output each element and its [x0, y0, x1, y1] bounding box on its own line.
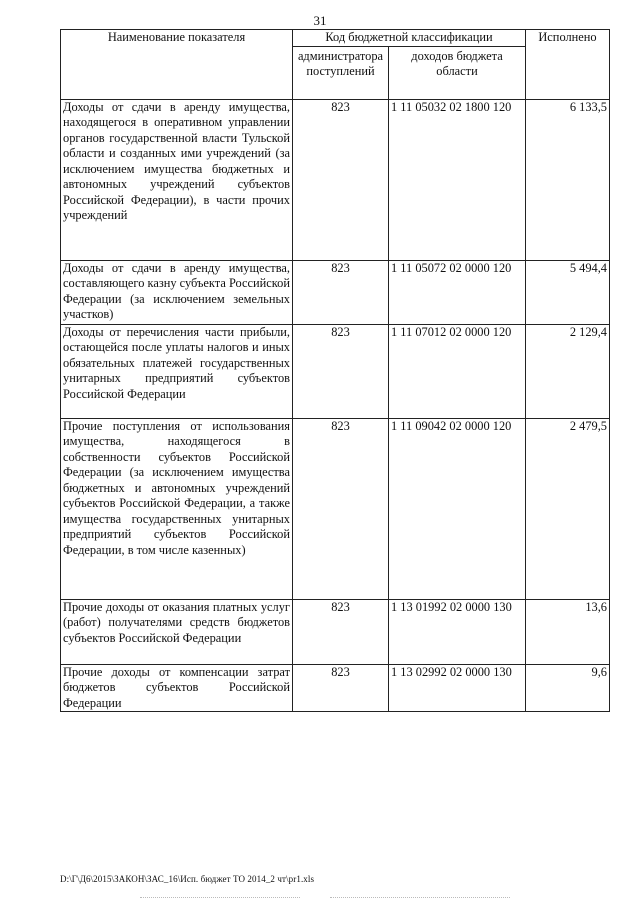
administrator-code-cell: 823	[293, 260, 389, 324]
administrator-code-cell: 823	[293, 324, 389, 418]
table-body	[61, 99, 610, 712]
table-row	[61, 324, 610, 418]
administrator-code-cell: 823	[293, 664, 389, 712]
column-header-administrator: администратора поступлений	[293, 46, 389, 99]
revenue-code-cell: 1 11 09042 02 0000 120	[389, 418, 526, 599]
indicator-name-cell: Доходы от перечисления части прибыли, остающейся после уплаты налогов и иных обязательных платежей государственных унитарных предприятий субъектов Российской Федерации	[61, 324, 293, 418]
revenue-code-cell: 1 13 02992 02 0000 130	[389, 664, 526, 712]
indicator-name-cell: Доходы от сдачи в аренду имущества, находящегося в оперативном управлении органов государственной власти Тульской области и созданных ими учреждений (за исключением имущества бюджетных и автономных учреждений субъектов Российской Федерации), в части прочих учреждений	[61, 99, 293, 260]
executed-amount-cell: 9,6	[526, 664, 610, 712]
administrator-code-cell: 823	[293, 418, 389, 599]
file-path-footer: D:\Г\Д6\2015\ЗАКОН\ЗАС_16\Исп. бюджет ТО 2014_2 чт\pr1.xls	[60, 874, 315, 884]
revenue-code-cell: 1 13 01992 02 0000 130	[389, 599, 526, 664]
column-header-name: Наименование показателя	[61, 30, 293, 100]
revenue-code-cell: 1 11 07012 02 0000 120	[389, 324, 526, 418]
indicator-name-cell: Доходы от сдачи в аренду имущества, составляющего казну субъекта Российской Федерации (за исключением земельных участков)	[61, 260, 293, 324]
indicator-name-cell: Прочие доходы от компенсации затрат бюджетов субъектов Российской Федерации	[61, 664, 293, 712]
revenue-code-cell: 1 11 05072 02 0000 120	[389, 260, 526, 324]
table-row	[61, 99, 610, 260]
executed-amount-cell: 13,6	[526, 599, 610, 664]
page-number: 31	[313, 13, 327, 28]
scan-artifact-line	[140, 897, 300, 898]
table-row	[61, 599, 610, 664]
column-header-executed: Исполнено	[526, 30, 610, 100]
table-row	[61, 664, 610, 712]
executed-amount-cell: 2 129,4	[526, 324, 610, 418]
indicator-name-cell: Прочие поступления от использования имущества, находящегося в собственности субъектов Российской Федерации (за исключением имущества бюджетных и автономных учреждений субъектов Российской Федерации, а также имущества государственных унитарных предприятий субъектов Российской Федерации, в том числе казенных)	[61, 418, 293, 599]
budget-revenue-table	[60, 29, 610, 712]
indicator-name-cell: Прочие доходы от оказания платных услуг (работ) получателями средств бюджетов субъектов Российской Федерации	[61, 599, 293, 664]
column-header-revenue-code: доходов бюджета области	[389, 46, 526, 99]
table-row	[61, 260, 610, 324]
column-header-code-group: Код бюджетной классификации	[293, 30, 526, 47]
revenue-code-cell: 1 11 05032 02 1800 120	[389, 99, 526, 260]
table-header-row	[61, 30, 610, 47]
administrator-code-cell: 823	[293, 599, 389, 664]
executed-amount-cell: 6 133,5	[526, 99, 610, 260]
scan-artifact-line	[330, 897, 510, 898]
table-row	[61, 418, 610, 599]
administrator-code-cell: 823	[293, 99, 389, 260]
executed-amount-cell: 2 479,5	[526, 418, 610, 599]
executed-amount-cell: 5 494,4	[526, 260, 610, 324]
